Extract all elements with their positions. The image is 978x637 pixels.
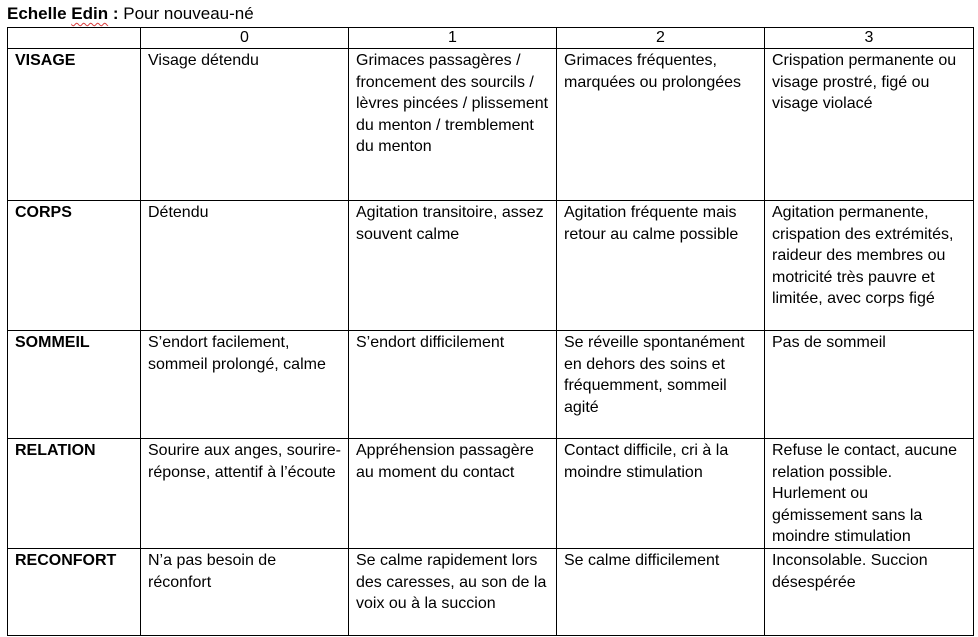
table-row-visage xyxy=(8,49,974,201)
table-row-sommeil xyxy=(8,331,974,439)
cell-reconfort-1: Se calme rapidement lors des caresses, au son de la voix ou à la succion xyxy=(349,548,557,635)
row-label-sommeil: SOMMEIL xyxy=(8,331,141,439)
cell-sommeil-1: S’endort difficilement xyxy=(349,331,557,439)
cell-visage-3: Crispation permanente ou visage prostré, figé ou visage violacé xyxy=(765,49,974,201)
title-subtitle: Pour nouveau-né xyxy=(118,4,254,23)
table-row-corps xyxy=(8,201,974,331)
cell-visage-2: Grimaces fréquentes, marquées ou prolongées xyxy=(557,49,765,201)
title-word-edin: Edin xyxy=(71,4,109,23)
row-label-visage: VISAGE xyxy=(8,49,141,201)
cell-relation-1: Appréhension passagère au moment du contact xyxy=(349,439,557,549)
cell-visage-1: Grimaces passagères / froncement des sourcils / lèvres pincées / plissement du menton / tremblement du menton xyxy=(349,49,557,201)
cell-sommeil-2: Se réveille spontanément en dehors des soins et fréquemment, sommeil agité xyxy=(557,331,765,439)
document-title xyxy=(7,4,254,24)
cell-relation-0: Sourire aux anges, sourire-réponse, attentif à l’écoute xyxy=(141,439,349,549)
header-cell-score-1: 1 xyxy=(349,28,557,49)
row-label-relation: RELATION xyxy=(8,439,141,549)
cell-reconfort-0: N’a pas besoin de réconfort xyxy=(141,548,349,635)
header-cell-score-0: 0 xyxy=(141,28,349,49)
header-cell-score-2: 2 xyxy=(557,28,765,49)
cell-relation-2: Contact difficile, cri à la moindre stimulation xyxy=(557,439,765,549)
cell-reconfort-2: Se calme difficilement xyxy=(557,548,765,635)
table-row-relation xyxy=(8,439,974,549)
cell-corps-3: Agitation permanente, crispation des extrémités, raideur des membres ou motricité très pauvre et limitée, avec corps figé xyxy=(765,201,974,331)
cell-sommeil-3: Pas de sommeil xyxy=(765,331,974,439)
cell-reconfort-3: Inconsolable. Succion désespérée xyxy=(765,548,974,635)
cell-corps-2: Agitation fréquente mais retour au calme possible xyxy=(557,201,765,331)
cell-corps-0: Détendu xyxy=(141,201,349,331)
header-cell-empty xyxy=(8,28,141,49)
header-row xyxy=(8,28,974,49)
row-label-corps: CORPS xyxy=(8,201,141,331)
cell-sommeil-0: S’endort facilement, sommeil prolongé, calme xyxy=(141,331,349,439)
cell-relation-3: Refuse le contact, aucune relation possible. Hurlement ou gémissement sans la moindre stimulation xyxy=(765,439,974,549)
cell-corps-1: Agitation transitoire, assez souvent calme xyxy=(349,201,557,331)
edin-scale-table xyxy=(7,27,974,636)
title-colon: : xyxy=(108,4,119,23)
row-label-reconfort: RECONFORT xyxy=(8,548,141,635)
header-cell-score-3: 3 xyxy=(765,28,974,49)
table-row-reconfort xyxy=(8,548,974,635)
cell-visage-0: Visage détendu xyxy=(141,49,349,201)
title-word-echelle: Echelle xyxy=(7,4,67,23)
